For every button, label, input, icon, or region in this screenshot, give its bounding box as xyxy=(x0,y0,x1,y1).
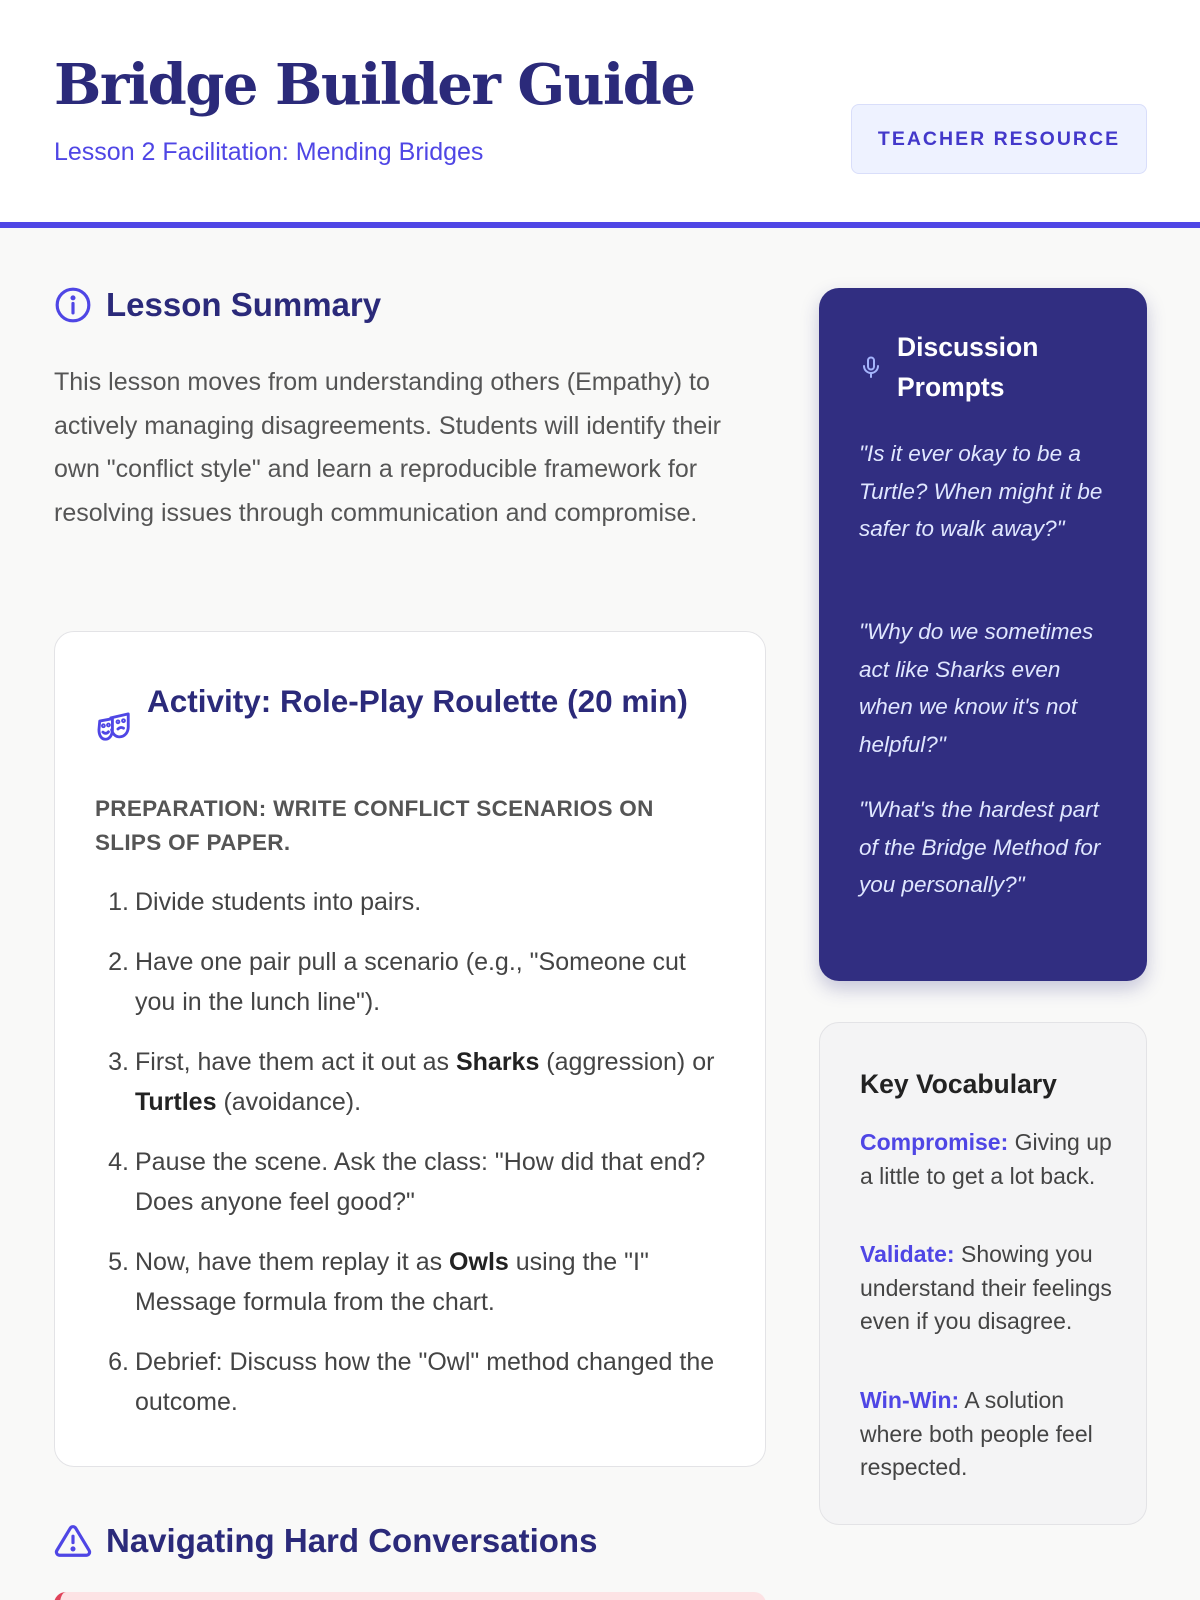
step-text-part: Have one pair pull a scenario (e.g., "Someone cut you in the lunch line"). xyxy=(135,948,686,1016)
activity-step xyxy=(95,1142,715,1222)
discussion-prompts-heading xyxy=(859,327,1119,407)
step-emphasis: Owls xyxy=(449,1248,509,1276)
prompt-quote: "Why do we sometimes act like Sharks even when we know it's not helpful?" xyxy=(859,619,1094,757)
step-text xyxy=(135,942,715,1022)
step-text-part: Divide students into pairs. xyxy=(135,888,422,916)
hard-conversations-heading xyxy=(54,1522,597,1560)
theater-masks-icon xyxy=(95,706,133,744)
discussion-prompts-card xyxy=(819,288,1147,981)
step-number: 5. xyxy=(108,1248,129,1276)
step-text-part: (aggression) or xyxy=(539,1048,715,1076)
step-number: 2. xyxy=(108,948,129,976)
step-text xyxy=(135,1142,715,1222)
activity-title: Activity: Role-Play Roulette (20 min) xyxy=(147,683,688,719)
vocab-term: Win-Win: xyxy=(860,1387,960,1413)
prompt-quote: "Is it ever okay to be a Turtle? When might it be safer to walk away?" xyxy=(859,441,1103,541)
vocab-definition: Showing you understand their feelings even if you disagree. xyxy=(860,1241,1112,1334)
lesson-summary-title: Lesson Summary xyxy=(106,286,382,323)
microphone-icon xyxy=(859,355,883,379)
activity-preparation: PREPARATION: WRITE CONFLICT SCENARIOS ON SLIPS OF PAPER. xyxy=(95,796,654,855)
vocab-definition: Giving up a little to get a lot back. xyxy=(860,1129,1112,1189)
key-vocabulary-card xyxy=(819,1022,1147,1525)
step-emphasis: Sharks xyxy=(455,1048,540,1076)
step-emphasis: Turtles xyxy=(135,1088,217,1116)
discussion-prompts-title: Discussion Prompts xyxy=(897,332,1039,402)
step-text-part: Now, have them replay it as xyxy=(135,1248,450,1276)
lesson-summary-heading xyxy=(54,286,381,324)
teacher-resource-badge: TEACHER RESOURCE xyxy=(851,104,1147,174)
step-number: 3. xyxy=(108,1048,129,1076)
step-text xyxy=(135,1242,715,1322)
vocab-item xyxy=(860,1384,1120,1485)
step-number: 1. xyxy=(108,888,129,916)
step-text-part: (avoidance). xyxy=(216,1088,362,1116)
activity-step xyxy=(95,942,715,1022)
vocab-item xyxy=(860,1126,1120,1193)
activity-step xyxy=(95,1342,715,1422)
vocab-item xyxy=(860,1238,1120,1339)
prompt-quote: "What's the hardest part of the Bridge Method for you personally?" xyxy=(859,797,1101,897)
step-number: 6. xyxy=(108,1348,129,1376)
page-subtitle: Lesson 2 Facilitation: Mending Bridges xyxy=(54,138,484,166)
step-text-part: Pause the scene. Ask the class: "How did that end? Does anyone feel good?" xyxy=(135,1148,706,1216)
step-number: 4. xyxy=(108,1148,129,1176)
info-icon xyxy=(54,286,92,324)
step-text xyxy=(135,1342,715,1422)
page-header xyxy=(0,0,1200,228)
alert-box xyxy=(54,1592,766,1600)
step-text xyxy=(135,882,421,922)
step-text-part: using the "I" Message formula from the chart. xyxy=(135,1248,649,1316)
activity-card xyxy=(54,631,766,1467)
step-text-part: First, have them act it out as xyxy=(135,1048,456,1076)
page-title: Bridge Builder Guide xyxy=(54,52,695,118)
activity-heading xyxy=(95,678,715,744)
activity-step xyxy=(95,1042,715,1122)
step-text-part: Debrief: Discuss how the "Owl" method changed the outcome. xyxy=(135,1348,715,1416)
vocab-definition: A solution where both people feel respected. xyxy=(860,1387,1093,1480)
vocab-term: Compromise: xyxy=(860,1129,1009,1155)
lesson-summary-body: This lesson moves from understanding others (Empathy) to actively managing disagreements. Students will identify their own "conflict style" and learn a reproducible framework for resolving issues through communication and compromise. xyxy=(54,368,722,527)
warning-icon xyxy=(54,1522,92,1560)
key-vocabulary-title: Key Vocabulary xyxy=(860,1069,1057,1099)
activity-step xyxy=(95,882,715,922)
activity-step xyxy=(95,1242,715,1322)
step-text xyxy=(135,1042,715,1122)
hard-conversations-title: Navigating Hard Conversations xyxy=(106,1522,598,1559)
vocab-term: Validate: xyxy=(860,1241,955,1267)
activity-steps xyxy=(95,882,715,1442)
